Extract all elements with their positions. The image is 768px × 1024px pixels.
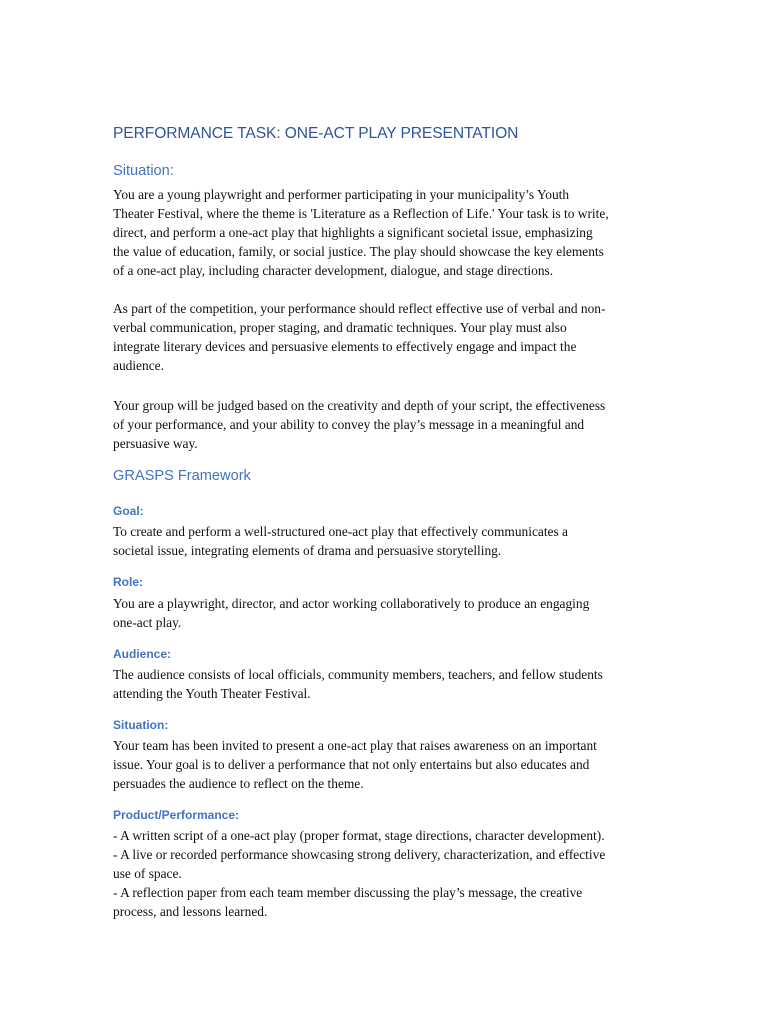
product-performance-label: Product/Performance:	[113, 808, 240, 822]
situation-label: Situation:	[113, 718, 169, 732]
audience-label: Audience:	[113, 647, 172, 661]
situation-paragraph-2: As part of the competition, your performance should reflect effective use of verbal and non- verbal communication, proper staging, and dramatic techniques. Your play must also integrate literary devices and persuasive elements to effectively engage and impact the audience.	[113, 301, 606, 373]
situation-paragraph-3: Your group will be judged based on the creativity and depth of your script, the effectiveness of your performance, and your ability to convey the play’s message in a meaningful and persuasive way.	[113, 398, 606, 451]
document-title: PERFORMANCE TASK: ONE-ACT PLAY PRESENTATION	[113, 125, 519, 142]
goal-label: Goal:	[113, 504, 144, 518]
grasps-heading: GRASPS Framework	[113, 468, 251, 484]
situation-heading: Situation:	[113, 163, 174, 179]
situation-text: Your team has been invited to present a one-act play that raises awareness on an important issue. Your goal is to deliver a performance that not only entertains but also educates and persuades the audience to reflect on the theme.	[113, 738, 597, 791]
situation-paragraph-1: You are a young playwright and performer participating in your municipality’s Youth Theater Festival, where the theme is 'Literature as a Reflection of Life.' Your task is to write, direct, and perform a one-act play that highlights a significant societal issue, emphasizing the value of education, family, or social justice. The play should showcase the key elements of a one-act play, including character development, dialogue, and stage directions.	[113, 187, 609, 278]
audience-text: The audience consists of local officials, community members, teachers, and fellow students attending the Youth Theater Festival.	[113, 667, 603, 701]
role-label: Role:	[113, 575, 143, 589]
role-text: You are a playwright, director, and actor working collaboratively to produce an engaging one-act play.	[113, 596, 590, 630]
product-performance-text: - A written script of a one-act play (proper format, stage directions, character development). - A live or recorded performance showcasing strong delivery, characterization, and effective use of space. - A reflection paper from each team member discussing the play’s message, the creative process, and lessons learned.	[113, 828, 606, 919]
goal-text: To create and perform a well-structured one-act play that effectively communicates a societal issue, integrating elements of drama and persuasive storytelling.	[113, 524, 568, 558]
